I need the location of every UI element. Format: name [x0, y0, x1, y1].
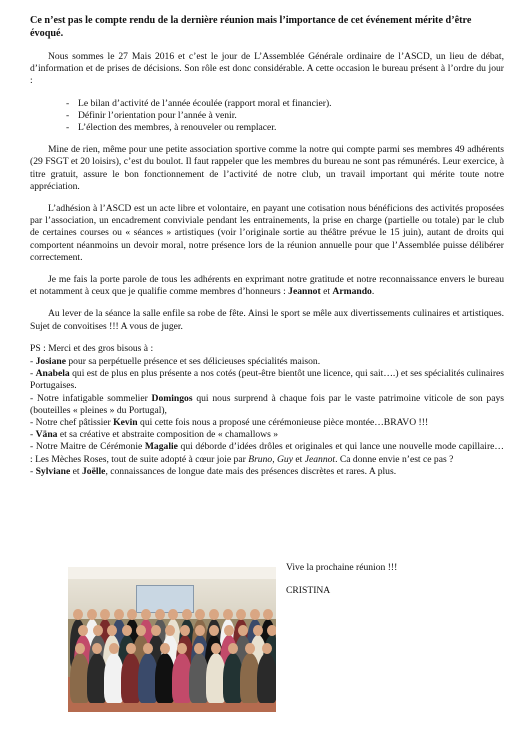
party-paragraph: Au lever de la séance la salle enfile sa robe de fête. Ainsi le sport se mêle aux divertissements culinaires et artistiques. Sujet de convoitises !!! A vous de juger. [30, 308, 504, 332]
closing-line: Vive la prochaine réunion !!! [286, 562, 398, 573]
ps-text: pour sa perpétuelle présence et ses délicieuses spécialités maison. [65, 356, 321, 368]
photo-person-head [92, 643, 102, 654]
ps-name: Väna [35, 429, 58, 441]
photo-person-head [211, 643, 221, 654]
ps-text: , connaissances de longue date mais des présences discrètes et rares. A plus. [105, 465, 397, 477]
photo-person [257, 653, 276, 703]
ps-italic-name: Jeannot [304, 453, 336, 465]
photo-ceiling [68, 567, 276, 579]
photo-crowd [68, 601, 276, 712]
ps-prefix: - [30, 356, 36, 368]
photo-person-head [228, 643, 238, 654]
ps-line-magalie [30, 441, 504, 465]
thanks-end: . [371, 286, 375, 298]
honor-name-jeannot: Jeannot [288, 286, 321, 298]
ps-name: Joëlle [81, 465, 106, 477]
photo-person-head [87, 609, 97, 620]
ps-name: Josiane [35, 356, 66, 368]
photo-person-head [73, 609, 83, 620]
ps-line-josiane [30, 356, 504, 368]
photo-person-head [126, 643, 136, 654]
photo-person-head [245, 643, 255, 654]
ps-text: et sa créative et abstraite composition de « chamallows » [57, 429, 279, 441]
thanks-text: Je me fais la porte parole de tous les adhérents en exprimant notre gratitude et notre reconnaissance envers le bureau et notamment à ceux que je qualifie comme membres d’honneurs : [30, 274, 504, 298]
honor-name-armando: Armando [332, 286, 372, 298]
photo-person-head [180, 625, 190, 636]
ps-name: Anabela [35, 368, 70, 380]
photo-person-head [100, 609, 110, 620]
ps-section [30, 343, 504, 478]
ps-prefix: - Notre chef pâtissier [30, 417, 114, 429]
photo-person-head [155, 609, 165, 620]
ps-line-sylviane [30, 466, 504, 478]
ps-prefix: - Notre infatigable sommelier [30, 392, 152, 404]
ps-text: et [70, 465, 82, 477]
ps-name: Domingos [151, 392, 193, 404]
photo-person-head [209, 609, 219, 620]
photo-person-head [160, 643, 170, 654]
photo-person-head [127, 609, 137, 620]
agenda-item: - Définir l’orientation pour l’année à venir. [78, 110, 504, 122]
ps-line-vana [30, 429, 504, 441]
photo-person-head [236, 609, 246, 620]
photo-person-head [168, 609, 178, 620]
ps-name: Magalie [144, 441, 178, 453]
group-photo-icon [68, 567, 276, 712]
photo-person-head [182, 609, 192, 620]
photo-person-head [177, 643, 187, 654]
thanks-paragraph [30, 274, 504, 298]
photo-person-head [224, 625, 234, 636]
agenda-item: - Le bilan d’activité de l’année écoulée (rapport moral et financier). [78, 98, 504, 110]
thanks-and: et [320, 286, 333, 298]
ps-prefix: - [30, 465, 36, 477]
photo-person-head [141, 609, 151, 620]
photo-person-head [253, 625, 263, 636]
photo-person-head [114, 609, 124, 620]
photo-person-head [250, 609, 260, 620]
ps-name: Sylviane [35, 465, 71, 477]
photo-person-head [195, 625, 205, 636]
ps-line-kevin [30, 417, 504, 429]
photo-person-head [109, 643, 119, 654]
intro-paragraph: Nous sommes le 27 Mais 2016 et c’est le jour de L’Assemblée Générale ordinaire de l’ASCD, un lieu de débat, d’information et de prises de décisions. Son rôle est donc considérable. A cette occasion le bureau présent à l’ordre du jour : [30, 51, 504, 87]
photo-person-head [78, 625, 88, 636]
agenda-item: - L’élection des membres, à renouveler ou remplacer. [78, 122, 504, 134]
ps-line-anabela [30, 368, 504, 392]
photo-person-head [267, 625, 276, 636]
ps-text: qui cette fois nous a proposé une cérémonieuse pièce montée…BRAVO !!! [137, 417, 429, 429]
ps-prefix: - Notre Maitre de Cérémonie [30, 441, 145, 453]
ps-text: . Ca donne envie n’est ce pas ? [335, 453, 454, 465]
ps-name: Kevin [113, 417, 138, 429]
document-title: Ce n’est pas le compte rendu de la dernière réunion mais l’importance de cet événement mérite d’être évoqué. [30, 15, 472, 39]
members-paragraph: Mine de rien, même pour une petite association sportive comme la notre qui compte parmi ses membres 49 adhérents (29 FSGT et 20 loisirs), c’est du boulot. Il faut rappeler que les membres du bureau ne sont pas rémunérés. Leur exercice, à titre gratuit, assure le bon fonctionnement de l’activité de notre club, un travail important qui mérite toute notre appréciation. [30, 144, 504, 192]
ps-text: qui déborde d’idées drôles et originales et qui lance une nouvelle mode capillaire… : Les Mèches Roses, tout de suite adopté à cœur joie par [30, 441, 504, 465]
ps-line-domingos [30, 393, 504, 417]
photo-person-head [151, 625, 161, 636]
signature: CRISTINA [286, 585, 331, 596]
document-body [30, 14, 504, 478]
photo-person-head [194, 643, 204, 654]
ps-text: qui est de plus en plus présente a nos cotés (peut-être bientôt une licence, qui sait….) et ses spécialités culinaires Portugaises. [30, 368, 505, 392]
photo-person-head [263, 609, 273, 620]
photo-person-head [195, 609, 205, 620]
photo-person-head [223, 609, 233, 620]
ps-text: qui nous surprend à chaque fois par le vaste patrimoine viticole de son pays (bouteilles « pleines » du Portugal), [30, 392, 504, 416]
photo-person-head [122, 625, 132, 636]
photo-person-head [75, 643, 85, 654]
agenda-list [30, 98, 504, 135]
adhesion-paragraph: L’adhésion à l’ASCD est un acte libre et volontaire, en payant une cotisation nous bénéficions des activités proposées par l’association, un encadrement conviviale pendant les entrainements, la prise en charge (partielle ou totale) par le club de certaines courses ou « séances » artistiques (voir l’originale sortie au théâtre prévue le 15 juin), autant de droits qui comportent néanmoins un devoir moral, notre présence lors de la réunion annuelle pour que l’Assemblée puisse délibérer correctement. [30, 203, 504, 263]
ps-prefix: - [30, 429, 36, 441]
photo-person-head [262, 643, 272, 654]
photo-person-head [143, 643, 153, 654]
ps-italic-names: Bruno, Guy [248, 453, 293, 465]
ps-heading: PS : Merci et des gros bisous à : [30, 342, 154, 354]
ps-prefix: - [30, 368, 36, 380]
ps-text: et [292, 453, 305, 465]
photo-person-head [93, 625, 103, 636]
